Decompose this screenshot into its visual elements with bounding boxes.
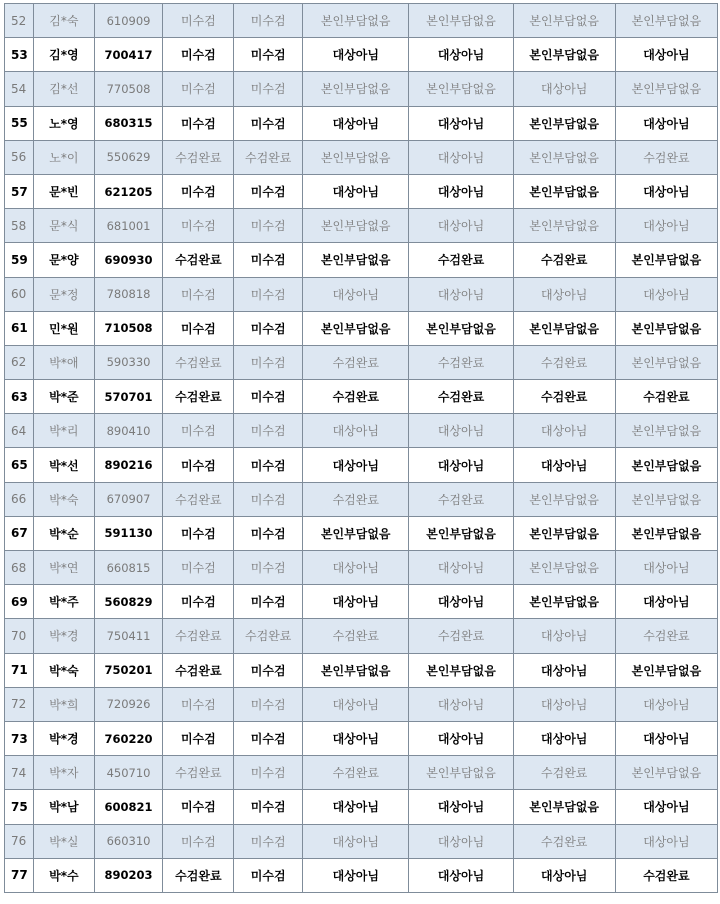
status-cell-5: 대상아님 [513, 687, 615, 721]
status-cell-5: 본인부담없음 [513, 106, 615, 140]
name-cell: 노*영 [34, 106, 94, 140]
status-cell-5: 본인부담없음 [513, 4, 615, 38]
status-cell-4: 대상아님 [409, 38, 513, 72]
table-row [5, 345, 718, 379]
row-number-cell: 57 [5, 174, 34, 208]
birthdate-cell: 750201 [94, 653, 163, 687]
status-cell-5: 대상아님 [513, 858, 615, 892]
name-cell: 박*선 [34, 448, 94, 482]
status-cell-2: 미수검 [234, 653, 303, 687]
status-cell-2: 미수검 [234, 756, 303, 790]
status-cell-4: 대상아님 [409, 858, 513, 892]
birthdate-cell: 590330 [94, 345, 163, 379]
status-cell-6: 대상아님 [615, 585, 717, 619]
status-cell-4: 본인부담없음 [409, 4, 513, 38]
name-cell: 김*영 [34, 38, 94, 72]
status-cell-5: 본인부담없음 [513, 551, 615, 585]
status-cell-2: 미수검 [234, 585, 303, 619]
table-row [5, 551, 718, 585]
row-number-cell: 63 [5, 380, 34, 414]
row-number-cell: 54 [5, 72, 34, 106]
status-cell-2: 미수검 [234, 858, 303, 892]
birthdate-cell: 770508 [94, 72, 163, 106]
table-row [5, 756, 718, 790]
birthdate-cell: 890410 [94, 414, 163, 448]
row-number-cell: 67 [5, 516, 34, 550]
row-number-cell: 64 [5, 414, 34, 448]
birthdate-cell: 450710 [94, 756, 163, 790]
status-cell-3: 대상아님 [303, 551, 409, 585]
status-cell-6: 본인부담없음 [615, 756, 717, 790]
table-row [5, 858, 718, 892]
status-cell-2: 미수검 [234, 551, 303, 585]
status-cell-1: 미수검 [163, 209, 234, 243]
row-number-cell: 52 [5, 4, 34, 38]
status-cell-5: 대상아님 [513, 414, 615, 448]
row-number-cell: 56 [5, 140, 34, 174]
status-cell-6: 본인부담없음 [615, 482, 717, 516]
status-cell-5: 본인부담없음 [513, 140, 615, 174]
birthdate-cell: 710508 [94, 311, 163, 345]
status-cell-2: 미수검 [234, 243, 303, 277]
status-cell-1: 수검완료 [163, 619, 234, 653]
status-cell-1: 미수검 [163, 72, 234, 106]
status-cell-6: 대상아님 [615, 790, 717, 824]
status-cell-5: 본인부담없음 [513, 311, 615, 345]
name-cell: 박*자 [34, 756, 94, 790]
status-cell-3: 대상아님 [303, 687, 409, 721]
status-cell-4: 대상아님 [409, 551, 513, 585]
status-cell-6: 대상아님 [615, 38, 717, 72]
table-row [5, 243, 718, 277]
status-cell-6: 수검완료 [615, 140, 717, 174]
status-cell-1: 수검완료 [163, 345, 234, 379]
table-row [5, 790, 718, 824]
status-cell-6: 대상아님 [615, 209, 717, 243]
status-cell-5: 수검완료 [513, 380, 615, 414]
table-row [5, 174, 718, 208]
name-cell: 박*수 [34, 858, 94, 892]
status-cell-6: 대상아님 [615, 106, 717, 140]
birthdate-cell: 660815 [94, 551, 163, 585]
status-cell-2: 수검완료 [234, 619, 303, 653]
status-cell-1: 미수검 [163, 414, 234, 448]
name-cell: 민*원 [34, 311, 94, 345]
status-cell-6: 대상아님 [615, 277, 717, 311]
status-cell-1: 미수검 [163, 277, 234, 311]
status-cell-4: 본인부담없음 [409, 516, 513, 550]
status-cell-5: 대상아님 [513, 72, 615, 106]
status-cell-5: 수검완료 [513, 824, 615, 858]
table-row [5, 687, 718, 721]
birthdate-cell: 890203 [94, 858, 163, 892]
status-cell-5: 수검완료 [513, 243, 615, 277]
name-cell: 문*식 [34, 209, 94, 243]
status-cell-6: 본인부담없음 [615, 414, 717, 448]
table-row [5, 721, 718, 755]
status-cell-1: 미수검 [163, 448, 234, 482]
status-cell-3: 대상아님 [303, 448, 409, 482]
status-cell-4: 수검완료 [409, 380, 513, 414]
status-cell-3: 수검완료 [303, 482, 409, 516]
status-cell-5: 본인부담없음 [513, 209, 615, 243]
birthdate-cell: 690930 [94, 243, 163, 277]
table-row [5, 72, 718, 106]
birthdate-cell: 570701 [94, 380, 163, 414]
status-cell-3: 수검완료 [303, 380, 409, 414]
status-cell-3: 대상아님 [303, 414, 409, 448]
status-cell-4: 대상아님 [409, 140, 513, 174]
status-cell-2: 미수검 [234, 721, 303, 755]
status-cell-4: 수검완료 [409, 482, 513, 516]
name-cell: 박*리 [34, 414, 94, 448]
status-cell-2: 미수검 [234, 277, 303, 311]
status-cell-2: 미수검 [234, 482, 303, 516]
birthdate-cell: 760220 [94, 721, 163, 755]
table-row [5, 311, 718, 345]
name-cell: 박*연 [34, 551, 94, 585]
status-cell-4: 본인부담없음 [409, 311, 513, 345]
table-row [5, 209, 718, 243]
table-row [5, 516, 718, 550]
status-cell-6: 본인부담없음 [615, 653, 717, 687]
name-cell: 문*양 [34, 243, 94, 277]
status-cell-3: 수검완료 [303, 619, 409, 653]
status-cell-2: 미수검 [234, 516, 303, 550]
status-cell-2: 미수검 [234, 380, 303, 414]
status-cell-3: 대상아님 [303, 824, 409, 858]
status-cell-1: 수검완료 [163, 653, 234, 687]
status-cell-2: 미수검 [234, 106, 303, 140]
birthdate-cell: 750411 [94, 619, 163, 653]
status-cell-6: 본인부담없음 [615, 345, 717, 379]
row-number-cell: 71 [5, 653, 34, 687]
row-number-cell: 58 [5, 209, 34, 243]
status-cell-3: 본인부담없음 [303, 4, 409, 38]
status-cell-3: 대상아님 [303, 277, 409, 311]
birthdate-cell: 780818 [94, 277, 163, 311]
name-cell: 김*선 [34, 72, 94, 106]
status-cell-6: 대상아님 [615, 824, 717, 858]
birthdate-cell: 720926 [94, 687, 163, 721]
birthdate-cell: 680315 [94, 106, 163, 140]
status-cell-2: 미수검 [234, 790, 303, 824]
status-cell-2: 미수검 [234, 4, 303, 38]
status-cell-5: 대상아님 [513, 277, 615, 311]
status-cell-4: 대상아님 [409, 687, 513, 721]
status-cell-2: 미수검 [234, 311, 303, 345]
table-body [5, 4, 718, 893]
row-number-cell: 66 [5, 482, 34, 516]
name-cell: 박*경 [34, 619, 94, 653]
status-cell-5: 수검완료 [513, 756, 615, 790]
status-cell-2: 수검완료 [234, 140, 303, 174]
status-cell-4: 대상아님 [409, 585, 513, 619]
status-cell-5: 본인부담없음 [513, 38, 615, 72]
status-cell-5: 대상아님 [513, 448, 615, 482]
row-number-cell: 70 [5, 619, 34, 653]
table-row [5, 106, 718, 140]
status-cell-4: 본인부담없음 [409, 653, 513, 687]
status-cell-1: 수검완료 [163, 482, 234, 516]
status-cell-1: 미수검 [163, 551, 234, 585]
birthdate-cell: 600821 [94, 790, 163, 824]
status-cell-2: 미수검 [234, 38, 303, 72]
name-cell: 박*숙 [34, 653, 94, 687]
name-cell: 문*빈 [34, 174, 94, 208]
row-number-cell: 68 [5, 551, 34, 585]
status-cell-1: 미수검 [163, 106, 234, 140]
table-row [5, 653, 718, 687]
name-cell: 박*애 [34, 345, 94, 379]
status-cell-5: 본인부담없음 [513, 174, 615, 208]
status-cell-1: 미수검 [163, 516, 234, 550]
status-cell-2: 미수검 [234, 414, 303, 448]
row-number-cell: 74 [5, 756, 34, 790]
status-cell-6: 대상아님 [615, 687, 717, 721]
name-cell: 박*경 [34, 721, 94, 755]
status-cell-4: 대상아님 [409, 277, 513, 311]
name-cell: 박*순 [34, 516, 94, 550]
status-cell-6: 수검완료 [615, 858, 717, 892]
table-row [5, 4, 718, 38]
status-cell-1: 수검완료 [163, 140, 234, 174]
status-cell-2: 미수검 [234, 824, 303, 858]
table-row [5, 448, 718, 482]
birthdate-cell: 681001 [94, 209, 163, 243]
status-cell-4: 수검완료 [409, 619, 513, 653]
status-cell-2: 미수검 [234, 448, 303, 482]
status-cell-2: 미수검 [234, 345, 303, 379]
status-cell-6: 수검완료 [615, 380, 717, 414]
status-cell-3: 대상아님 [303, 721, 409, 755]
status-cell-5: 본인부담없음 [513, 482, 615, 516]
status-cell-6: 대상아님 [615, 174, 717, 208]
birthdate-cell: 610909 [94, 4, 163, 38]
table-row [5, 482, 718, 516]
table-row [5, 140, 718, 174]
status-cell-6: 본인부담없음 [615, 311, 717, 345]
status-cell-5: 대상아님 [513, 653, 615, 687]
status-cell-1: 미수검 [163, 585, 234, 619]
status-cell-1: 미수검 [163, 721, 234, 755]
status-cell-1: 수검완료 [163, 243, 234, 277]
table-row [5, 824, 718, 858]
status-cell-4: 대상아님 [409, 790, 513, 824]
status-cell-4: 대상아님 [409, 106, 513, 140]
status-cell-6: 대상아님 [615, 721, 717, 755]
status-cell-4: 수검완료 [409, 345, 513, 379]
birthdate-cell: 660310 [94, 824, 163, 858]
status-cell-3: 수검완료 [303, 345, 409, 379]
status-cell-1: 수검완료 [163, 756, 234, 790]
row-number-cell: 59 [5, 243, 34, 277]
status-cell-3: 본인부담없음 [303, 516, 409, 550]
status-cell-3: 본인부담없음 [303, 243, 409, 277]
status-cell-1: 수검완료 [163, 858, 234, 892]
status-cell-5: 본인부담없음 [513, 516, 615, 550]
status-cell-1: 미수검 [163, 174, 234, 208]
status-cell-4: 대상아님 [409, 209, 513, 243]
status-cell-1: 미수검 [163, 4, 234, 38]
status-cell-4: 대상아님 [409, 721, 513, 755]
status-cell-2: 미수검 [234, 174, 303, 208]
status-cell-1: 미수검 [163, 824, 234, 858]
name-cell: 노*이 [34, 140, 94, 174]
table-row [5, 619, 718, 653]
status-cell-3: 본인부담없음 [303, 72, 409, 106]
name-cell: 박*숙 [34, 482, 94, 516]
row-number-cell: 77 [5, 858, 34, 892]
status-cell-6: 본인부담없음 [615, 516, 717, 550]
status-cell-5: 대상아님 [513, 619, 615, 653]
birthdate-cell: 670907 [94, 482, 163, 516]
name-cell: 박*남 [34, 790, 94, 824]
row-number-cell: 72 [5, 687, 34, 721]
status-cell-4: 수검완료 [409, 243, 513, 277]
status-cell-6: 본인부담없음 [615, 243, 717, 277]
status-cell-6: 본인부담없음 [615, 72, 717, 106]
status-cell-4: 본인부담없음 [409, 756, 513, 790]
status-cell-3: 대상아님 [303, 790, 409, 824]
name-cell: 김*숙 [34, 4, 94, 38]
status-cell-1: 미수검 [163, 38, 234, 72]
status-cell-1: 수검완료 [163, 380, 234, 414]
name-cell: 박*준 [34, 380, 94, 414]
status-cell-5: 본인부담없음 [513, 790, 615, 824]
name-cell: 박*주 [34, 585, 94, 619]
status-cell-2: 미수검 [234, 209, 303, 243]
status-cell-1: 미수검 [163, 311, 234, 345]
status-cell-4: 대상아님 [409, 448, 513, 482]
status-cell-5: 수검완료 [513, 345, 615, 379]
status-cell-4: 대상아님 [409, 414, 513, 448]
status-cell-2: 미수검 [234, 687, 303, 721]
row-number-cell: 61 [5, 311, 34, 345]
row-number-cell: 60 [5, 277, 34, 311]
table-row [5, 380, 718, 414]
row-number-cell: 55 [5, 106, 34, 140]
status-cell-3: 본인부담없음 [303, 653, 409, 687]
status-cell-6: 대상아님 [615, 551, 717, 585]
table-row [5, 277, 718, 311]
birthdate-cell: 700417 [94, 38, 163, 72]
name-cell: 박*실 [34, 824, 94, 858]
status-cell-3: 대상아님 [303, 858, 409, 892]
status-cell-1: 미수검 [163, 687, 234, 721]
birthdate-cell: 550629 [94, 140, 163, 174]
row-number-cell: 62 [5, 345, 34, 379]
row-number-cell: 75 [5, 790, 34, 824]
row-number-cell: 53 [5, 38, 34, 72]
status-cell-3: 대상아님 [303, 585, 409, 619]
status-cell-4: 대상아님 [409, 174, 513, 208]
row-number-cell: 65 [5, 448, 34, 482]
birthdate-cell: 560829 [94, 585, 163, 619]
status-cell-4: 본인부담없음 [409, 72, 513, 106]
table-row [5, 38, 718, 72]
status-cell-6: 본인부담없음 [615, 448, 717, 482]
status-cell-5: 본인부담없음 [513, 585, 615, 619]
birthdate-cell: 890216 [94, 448, 163, 482]
table-row [5, 414, 718, 448]
status-cell-1: 미수검 [163, 790, 234, 824]
screening-status-table [4, 3, 718, 893]
row-number-cell: 76 [5, 824, 34, 858]
status-cell-5: 대상아님 [513, 721, 615, 755]
status-cell-2: 미수검 [234, 72, 303, 106]
status-cell-3: 대상아님 [303, 106, 409, 140]
status-cell-3: 본인부담없음 [303, 311, 409, 345]
birthdate-cell: 591130 [94, 516, 163, 550]
name-cell: 문*정 [34, 277, 94, 311]
table-row [5, 585, 718, 619]
row-number-cell: 69 [5, 585, 34, 619]
birthdate-cell: 621205 [94, 174, 163, 208]
status-cell-3: 본인부담없음 [303, 140, 409, 174]
name-cell: 박*희 [34, 687, 94, 721]
status-cell-3: 수검완료 [303, 756, 409, 790]
row-number-cell: 73 [5, 721, 34, 755]
status-cell-4: 대상아님 [409, 824, 513, 858]
status-cell-3: 본인부담없음 [303, 209, 409, 243]
status-cell-6: 본인부담없음 [615, 4, 717, 38]
status-cell-3: 대상아님 [303, 38, 409, 72]
status-cell-3: 대상아님 [303, 174, 409, 208]
status-cell-6: 수검완료 [615, 619, 717, 653]
